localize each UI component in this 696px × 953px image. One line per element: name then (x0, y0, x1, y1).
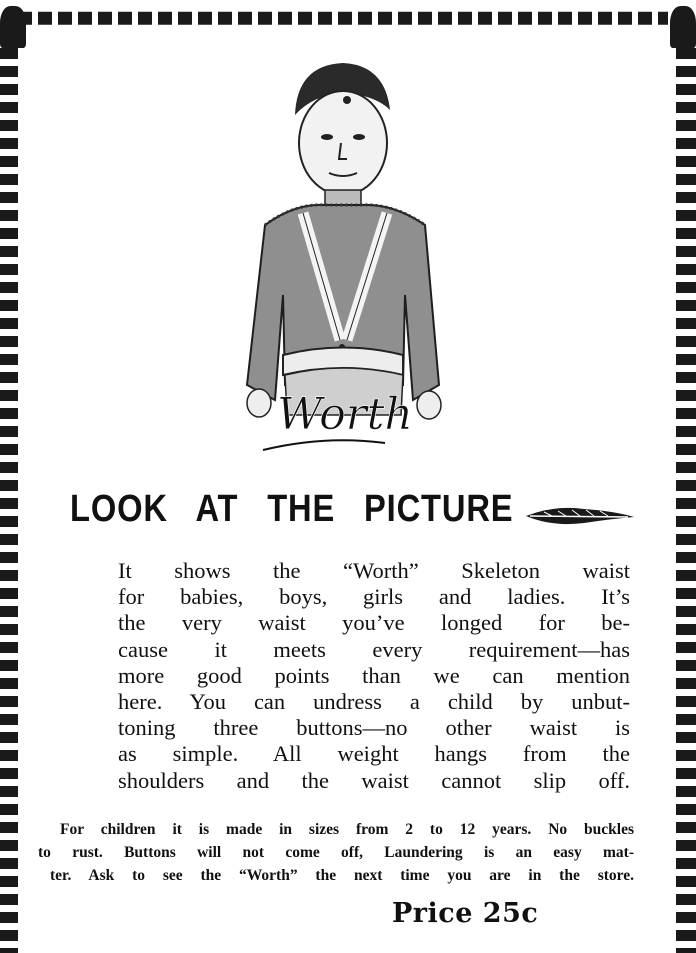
body-line: It shows the “Worth” Skeleton waist (118, 558, 630, 583)
body-line: more good points than we can mention (118, 662, 630, 688)
feather-pointer-icon (524, 503, 636, 529)
border-corner-top-left (0, 6, 26, 48)
body-copy (118, 558, 630, 794)
ornamental-border-left (0, 48, 18, 953)
headline: LOOK AT THE PICTURE (70, 488, 514, 530)
fine-print (38, 818, 634, 887)
body-line: shoulders and the waist cannot slip off. (118, 767, 630, 793)
fine-print-line: For children it is made in sizes from 2 to 12 years. No buckles (60, 821, 634, 838)
border-corner-top-right (670, 6, 696, 48)
child-waist-illustration (225, 55, 460, 460)
worth-brand-script: Worth (277, 389, 413, 440)
body-line: the very waist you’ve longed for be- (118, 610, 630, 636)
price-label: Price 25c (392, 898, 539, 929)
fine-print-line: ter. Ask to see the “Worth” the next time you are in the store. (50, 867, 634, 884)
body-line: here. You can undress a child by unbut- (118, 689, 630, 715)
body-line: cause it meets every requirement—has (118, 636, 630, 662)
fine-print-line: to rust. Buttons will not come off, Laundering is an easy mat- (38, 844, 634, 861)
ornamental-border-right (676, 48, 696, 953)
body-line: for babies, boys, girls and ladies. It’s (118, 584, 630, 610)
body-line: toning three buttons—no other waist is (118, 715, 630, 741)
body-line: as simple. All weight hangs from the (118, 741, 630, 767)
ornamental-border-top (18, 4, 668, 30)
